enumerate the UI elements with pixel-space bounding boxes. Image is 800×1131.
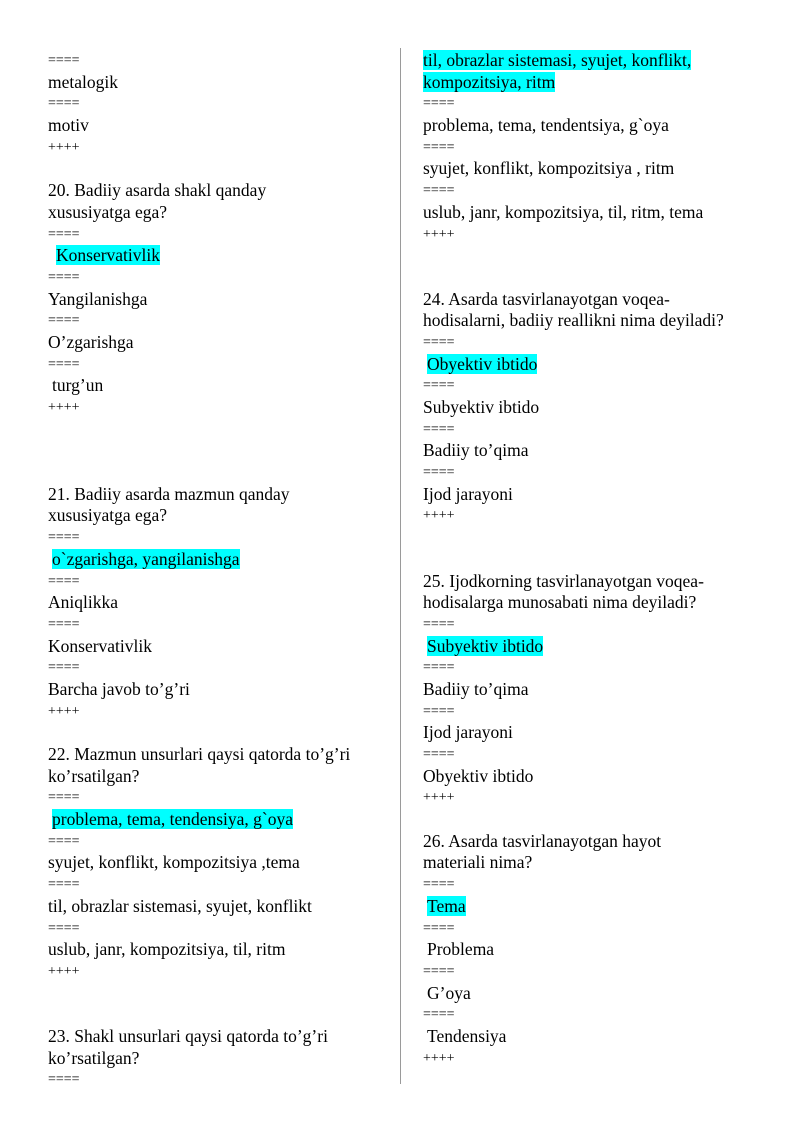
separator-line bbox=[48, 50, 378, 72]
blank-line bbox=[48, 722, 378, 744]
separator-line-text: ==== bbox=[423, 378, 455, 394]
separator-line bbox=[423, 93, 763, 115]
answer-option-text: Obyektiv ibtido bbox=[423, 765, 534, 786]
answer-option-text: turg’un bbox=[52, 375, 104, 396]
answer-option bbox=[423, 202, 763, 224]
answer-option bbox=[48, 202, 378, 224]
question-text-text: 23. Shakl unsurlari qaysi qatorda to’g’ri bbox=[48, 1025, 328, 1046]
end-marker-text: ++++ bbox=[48, 400, 80, 415]
blank-line bbox=[48, 419, 378, 441]
blank-line bbox=[48, 462, 378, 484]
separator-line bbox=[423, 961, 763, 983]
correct-answer bbox=[423, 50, 763, 72]
question-text-text: 24. Asarda tasvirlanayotgan voqea- bbox=[423, 288, 670, 309]
separator-line-text: ==== bbox=[48, 96, 80, 112]
blank-line bbox=[423, 267, 763, 289]
separator-line bbox=[48, 614, 378, 636]
correct-answer-text: Tema bbox=[427, 895, 466, 916]
answer-option-text: Ijod jarayoni bbox=[423, 722, 513, 743]
separator-line-text: ==== bbox=[48, 53, 80, 68]
answer-option bbox=[423, 115, 763, 137]
correct-answer-text: Obyektiv ibtido bbox=[427, 353, 538, 374]
correct-answer-text: Subyektiv ibtido bbox=[427, 635, 544, 656]
answer-option bbox=[423, 679, 763, 701]
correct-answer-text: Konservativlik bbox=[56, 245, 161, 266]
correct-answer-text: kompozitsiya, ritm bbox=[423, 71, 556, 92]
answer-option-text: ko’rsatilgan? bbox=[48, 765, 140, 786]
separator-line bbox=[48, 657, 378, 679]
separator-line-text: ==== bbox=[423, 747, 455, 762]
separator-line bbox=[48, 310, 378, 332]
separator-line bbox=[423, 375, 763, 397]
blank-line bbox=[423, 245, 763, 267]
separator-line-text: ==== bbox=[423, 334, 455, 350]
correct-answer bbox=[423, 636, 763, 658]
answer-option bbox=[423, 722, 763, 744]
answer-option bbox=[423, 939, 763, 961]
separator-line-text: ==== bbox=[48, 313, 80, 329]
blank-line bbox=[48, 440, 378, 462]
answer-option bbox=[423, 397, 763, 419]
separator-line bbox=[48, 93, 378, 115]
blank-line bbox=[423, 809, 763, 831]
question-text bbox=[423, 571, 763, 593]
blank-line bbox=[423, 549, 763, 571]
answer-option-text: Aniqlikka bbox=[48, 592, 118, 613]
end-marker-text: ++++ bbox=[423, 226, 455, 242]
question-text bbox=[48, 180, 378, 202]
separator-line-text: ==== bbox=[423, 139, 455, 155]
correct-answer-text: problema, tema, tendensiya, g`oya bbox=[52, 809, 294, 830]
answer-option-text: xususiyatga ega? bbox=[48, 201, 168, 222]
answer-option-text: Ijod jarayoni bbox=[423, 483, 513, 504]
separator-line bbox=[48, 267, 378, 289]
end-marker bbox=[423, 1048, 763, 1070]
end-marker bbox=[423, 787, 763, 809]
answer-option-text: G’oya bbox=[427, 982, 471, 1003]
answer-option-text: ko’rsatilgan? bbox=[48, 1047, 140, 1068]
separator-line bbox=[423, 180, 763, 202]
separator-line-text: ==== bbox=[48, 573, 80, 589]
blank-line bbox=[48, 983, 378, 1005]
separator-line bbox=[48, 874, 378, 896]
end-marker-text: ++++ bbox=[423, 790, 455, 806]
separator-line bbox=[48, 224, 378, 246]
right-column bbox=[423, 50, 763, 1069]
answer-option bbox=[48, 289, 378, 311]
separator-line bbox=[423, 614, 763, 636]
answer-option-text: O’zgarishga bbox=[48, 331, 134, 352]
answer-option-text: Konservativlik bbox=[48, 635, 153, 656]
separator-line bbox=[48, 918, 378, 940]
separator-line-text: ==== bbox=[48, 1072, 80, 1088]
separator-line bbox=[48, 1069, 378, 1091]
answer-option-text: xususiyatga ega? bbox=[48, 505, 168, 526]
answer-option-text: Tendensiya bbox=[427, 1025, 507, 1046]
separator-line-text: ==== bbox=[48, 790, 80, 806]
answer-option bbox=[423, 852, 763, 874]
answer-option-text: Badiiy to’qima bbox=[423, 678, 529, 699]
answer-option-text: syujet, konflikt, kompozitsiya ,tema bbox=[48, 852, 300, 873]
answer-option bbox=[423, 484, 763, 506]
answer-option-text: hodisalarga munosabati nima deyiladi? bbox=[423, 592, 697, 613]
answer-option-text: metalogik bbox=[48, 71, 118, 92]
answer-option-text: til, obrazlar sistemasi, syujet, konflikt bbox=[48, 895, 312, 916]
question-text bbox=[48, 744, 378, 766]
answer-option bbox=[48, 505, 378, 527]
separator-line-text: ==== bbox=[48, 877, 80, 893]
question-text bbox=[423, 831, 763, 853]
answer-option bbox=[48, 766, 378, 788]
separator-line-text: ==== bbox=[48, 530, 80, 546]
end-marker bbox=[48, 397, 378, 419]
question-text bbox=[48, 484, 378, 506]
answer-option-text: Badiiy to’qima bbox=[423, 440, 529, 461]
separator-line bbox=[423, 332, 763, 354]
blank-line bbox=[48, 158, 378, 180]
answer-option bbox=[48, 679, 378, 701]
separator-line-text: ==== bbox=[423, 96, 455, 112]
separator-line-text: ==== bbox=[48, 833, 80, 849]
end-marker-text: ++++ bbox=[423, 1050, 455, 1066]
question-text-text: 20. Badiiy asarda shakl qanday bbox=[48, 180, 267, 201]
answer-option bbox=[423, 310, 763, 332]
answer-option-text: uslub, janr, kompozitsiya, til, ritm bbox=[48, 939, 286, 960]
answer-option-text: motiv bbox=[48, 115, 89, 136]
separator-line bbox=[48, 354, 378, 376]
separator-line-text: ==== bbox=[48, 920, 80, 936]
separator-line-text: ==== bbox=[423, 877, 455, 893]
answer-option bbox=[423, 592, 763, 614]
end-marker bbox=[48, 701, 378, 723]
answer-option bbox=[48, 939, 378, 961]
answer-option bbox=[423, 766, 763, 788]
question-text-text: 22. Mazmun unsurlari qaysi qatorda to’g’ri bbox=[48, 744, 351, 764]
question-text-text: 25. Ijodkorning tasvirlanayotgan voqea- bbox=[423, 570, 704, 591]
answer-option-text: Barcha javob to’g’ri bbox=[48, 678, 190, 699]
end-marker-text: ++++ bbox=[48, 139, 80, 155]
separator-line-text: ==== bbox=[423, 616, 455, 632]
answer-option bbox=[48, 72, 378, 94]
answer-option bbox=[423, 983, 763, 1005]
separator-line bbox=[423, 1004, 763, 1026]
separator-line bbox=[423, 137, 763, 159]
correct-answer bbox=[48, 809, 378, 831]
left-column bbox=[48, 50, 378, 1091]
answer-option bbox=[48, 332, 378, 354]
answer-option-text: syujet, konflikt, kompozitsiya , ritm bbox=[423, 158, 675, 179]
answer-option-text: Yangilanishga bbox=[48, 288, 148, 309]
answer-option bbox=[48, 1048, 378, 1070]
separator-line-text: ==== bbox=[48, 269, 80, 285]
answer-option bbox=[48, 115, 378, 137]
separator-line-text: ==== bbox=[48, 356, 80, 372]
answer-option bbox=[423, 1026, 763, 1048]
question-text-text: 21. Badiiy asarda mazmun qanday bbox=[48, 483, 290, 504]
answer-option bbox=[423, 158, 763, 180]
separator-line-text: ==== bbox=[48, 616, 80, 632]
end-marker-text: ++++ bbox=[48, 963, 80, 979]
answer-option bbox=[48, 852, 378, 874]
answer-option bbox=[48, 896, 378, 918]
question-text bbox=[48, 1026, 378, 1048]
separator-line-text: ==== bbox=[48, 660, 80, 676]
separator-line bbox=[48, 831, 378, 853]
separator-line bbox=[423, 744, 763, 766]
correct-answer bbox=[423, 72, 763, 94]
answer-option-text: problema, tema, tendentsiya, g`oya bbox=[423, 115, 669, 136]
separator-line bbox=[423, 874, 763, 896]
end-marker bbox=[48, 961, 378, 983]
separator-line-text: ==== bbox=[48, 226, 80, 242]
separator-line bbox=[423, 419, 763, 441]
end-marker bbox=[423, 224, 763, 246]
question-text-text: 26. Asarda tasvirlanayotgan hayot bbox=[423, 830, 662, 851]
answer-option-text: hodisalarni, badiiy reallikni nima deyiladi? bbox=[423, 310, 724, 331]
separator-line bbox=[423, 918, 763, 940]
answer-option bbox=[423, 440, 763, 462]
end-marker-text: ++++ bbox=[48, 703, 80, 719]
answer-option-text: materiali nima? bbox=[423, 852, 533, 873]
separator-line-text: ==== bbox=[423, 421, 455, 437]
correct-answer bbox=[423, 896, 763, 918]
separator-line bbox=[423, 462, 763, 484]
end-marker bbox=[423, 505, 763, 527]
column-divider bbox=[400, 48, 401, 1084]
blank-line bbox=[48, 1004, 378, 1026]
separator-line-text: ==== bbox=[423, 465, 455, 481]
answer-option bbox=[48, 636, 378, 658]
separator-line bbox=[48, 571, 378, 593]
end-marker-text: ++++ bbox=[423, 508, 455, 524]
correct-answer-text: o`zgarishga, yangilanishga bbox=[52, 548, 240, 569]
separator-line-text: ==== bbox=[423, 1007, 455, 1023]
separator-line-text: ==== bbox=[423, 963, 455, 979]
separator-line bbox=[48, 527, 378, 549]
blank-line bbox=[423, 527, 763, 549]
separator-line bbox=[423, 657, 763, 679]
answer-option bbox=[48, 375, 378, 397]
answer-option-text: Problema bbox=[427, 939, 495, 960]
separator-line-text: ==== bbox=[423, 920, 455, 936]
separator-line bbox=[423, 701, 763, 723]
correct-answer bbox=[48, 245, 378, 267]
correct-answer bbox=[423, 354, 763, 376]
correct-answer-text: til, obrazlar sistemasi, syujet, konflikt, bbox=[423, 50, 692, 70]
end-marker bbox=[48, 137, 378, 159]
answer-option-text: Subyektiv ibtido bbox=[423, 397, 540, 417]
question-text bbox=[423, 289, 763, 311]
answer-option-text: uslub, janr, kompozitsiya, til, ritm, tema bbox=[423, 201, 704, 222]
separator-line-text: ==== bbox=[423, 703, 455, 719]
separator-line-text: ==== bbox=[423, 183, 455, 199]
correct-answer bbox=[48, 549, 378, 571]
separator-line-text: ==== bbox=[423, 660, 455, 676]
separator-line bbox=[48, 787, 378, 809]
answer-option bbox=[48, 592, 378, 614]
